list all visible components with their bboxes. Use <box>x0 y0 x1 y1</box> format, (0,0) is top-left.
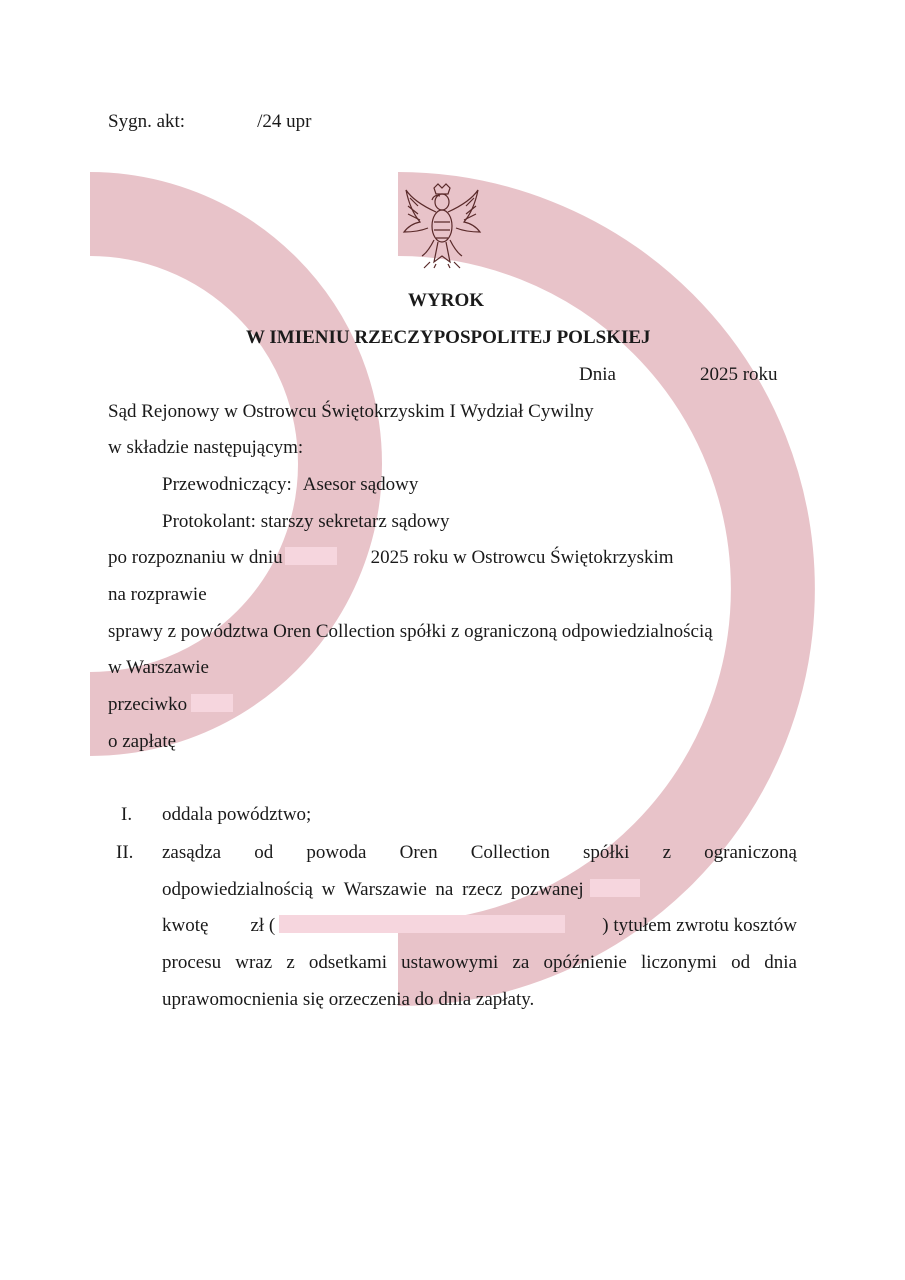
case-signature-label: Sygn. akt: <box>108 111 186 132</box>
proceeding-mode: na rozprawie <box>108 584 207 605</box>
court-chair-value: Asesor sądowy <box>302 474 419 495</box>
redaction <box>185 111 257 129</box>
court-clerk: Protokolant: starszy sekretarz sądowy <box>162 511 450 532</box>
verdict-date-prefix: Dnia <box>579 364 616 385</box>
redaction <box>279 915 565 933</box>
proceeding-plaintiff: sprawy z powództwa Oren Collection spółki z ograniczoną odpowiedzialnością <box>108 621 713 642</box>
court-composition: w składzie następującym: <box>108 437 304 458</box>
verdict-date <box>579 364 778 386</box>
ruling-number: I. <box>121 804 133 825</box>
proceeding-date-suffix: 2025 roku w Ostrowcu Świętokrzyskim <box>370 547 674 568</box>
proceeding-defendant-label: przeciwko <box>108 694 188 715</box>
redaction <box>285 547 337 565</box>
ruling-text: oddala powództwo; <box>162 804 312 825</box>
verdict-title: WYROK <box>408 290 484 311</box>
ruling-text-segment: ) tytułem zwrotu kosztów <box>602 915 797 936</box>
verdict-date-suffix: 2025 roku <box>699 364 778 385</box>
case-signature <box>108 111 311 133</box>
ruling-text-segment: zł ( <box>250 915 276 936</box>
proceeding-subject: o zapłatę <box>108 731 177 752</box>
proceeding-plaintiff-city: w Warszawie <box>108 657 209 678</box>
ruling-text-segment: odpowiedzialnością w Warszawie na rzecz pozwanej <box>162 879 584 900</box>
ruling-text-line <box>162 879 640 901</box>
proceeding-date-prefix: po rozpoznaniu w dniu <box>108 547 283 568</box>
proceeding-defendant <box>108 694 233 716</box>
redaction <box>590 879 640 897</box>
court-chair <box>162 474 418 496</box>
court-chair-label: Przewodniczący: <box>162 474 292 495</box>
ruling-text-line: procesu wraz z odsetkami ustawowymi za opóźnienie liczonymi od dnia <box>162 952 797 973</box>
polish-eagle-emblem-icon <box>400 182 484 270</box>
proceeding-date-line <box>108 547 674 569</box>
case-signature-suffix: /24 upr <box>257 111 312 132</box>
ruling-number: II. <box>116 842 134 863</box>
ruling-text-segment: kwotę <box>162 915 209 936</box>
court-name: Sąd Rejonowy w Ostrowcu Świętokrzyskim I Wydział Cywilny <box>108 401 594 422</box>
ruling-text-line: zasądza od powoda Oren Collection spółki z ograniczoną <box>162 842 797 863</box>
ruling-text-line: uprawomocnienia się orzeczenia do dnia zapłaty. <box>162 989 535 1010</box>
verdict-subtitle: W IMIENIU RZECZYPOSPOLITEJ POLSKIEJ <box>246 327 651 348</box>
redaction <box>191 694 233 712</box>
ruling-text-line <box>162 915 797 937</box>
redaction <box>619 364 697 382</box>
